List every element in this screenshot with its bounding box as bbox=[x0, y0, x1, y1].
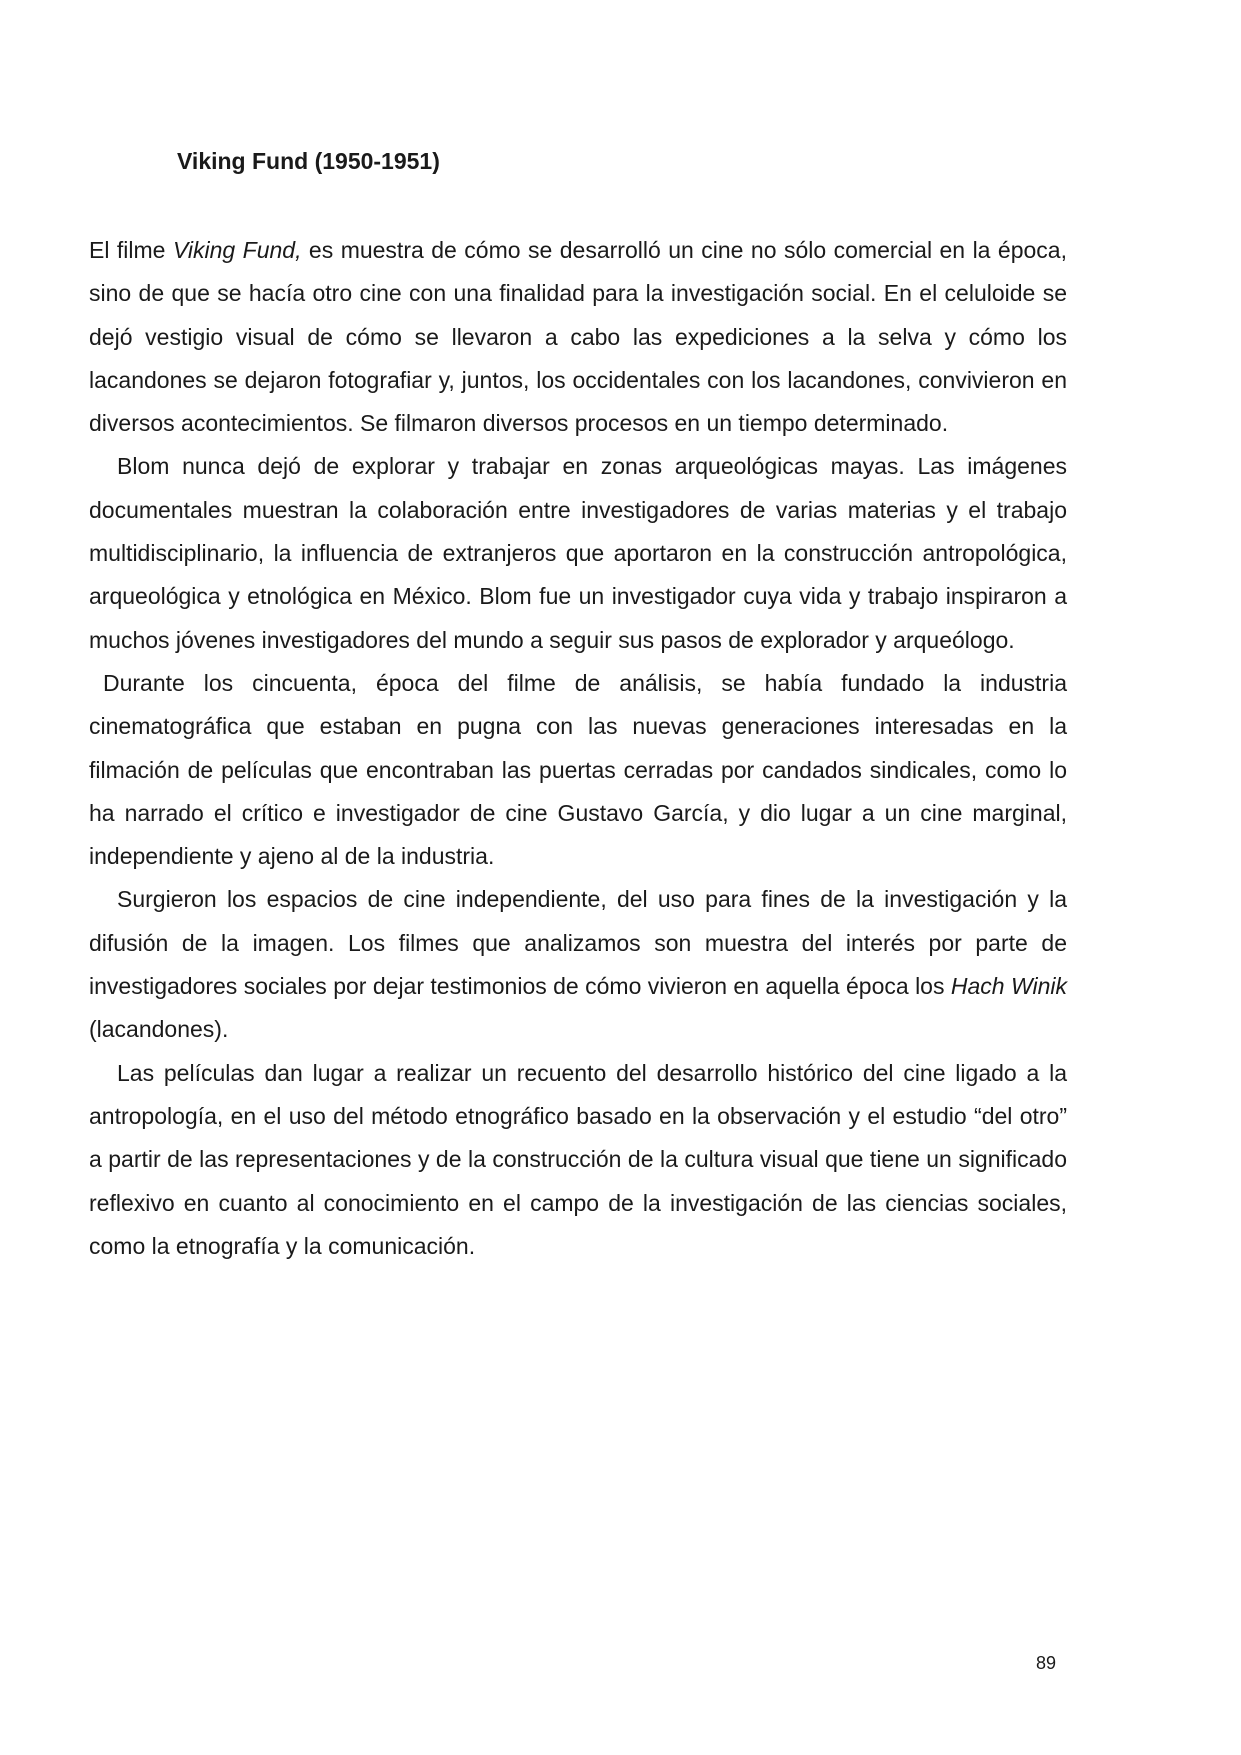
paragraph-1-text-b: es muestra de cómo se desarrolló un cine no sólo comercial en la época, sino de que se hacía otro cine con una finalidad para la investigación social. En el celuloide se dejó vestigio visual de cómo se llevaron a cabo las expediciones a la selva y cómo los lacandones se dejaron fotografiar y, juntos, los occidentales con los lacandones, convivieron en diversos acontecimientos. Se filmaron diversos procesos en un tiempo determinado. bbox=[89, 237, 1067, 437]
paragraph-4-text-a: Surgieron los espacios de cine independiente, del uso para fines de la investigación y la difusión de la imagen. Los filmes que analizamos son muestra del interés por parte de investigadores sociales por dejar testimonios de cómo vivieron en aquella época los bbox=[89, 886, 1067, 1000]
paragraph-1-text-a: El filme bbox=[89, 237, 173, 263]
body-text bbox=[89, 229, 1067, 1268]
page-number: 89 bbox=[1036, 1653, 1057, 1673]
paragraph-5: Las películas dan lugar a realizar un recuento del desarrollo histórico del cine ligado a la antropología, en el uso del método etnográfico basado en la observación y el estudio “del otro” a partir de las representaciones y de la construcción de la cultura visual que tiene un significado reflexivo en cuanto al conocimiento en el campo de la investigación de las ciencias sociales, como la etnografía y la comunicación. bbox=[89, 1059, 1067, 1259]
film-title-viking-fund: Viking Fund, bbox=[172, 237, 302, 263]
paragraph-4 bbox=[89, 878, 1067, 1051]
paragraph-1 bbox=[89, 229, 1067, 445]
term-hach-winik: Hach Winik bbox=[950, 973, 1068, 1000]
paragraph-2: Blom nunca dejó de explorar y trabajar en zonas arqueológicas mayas. Las imágenes documentales muestran la colaboración entre investigadores de varias materias y el trabajo multidisciplinario, la influencia de extranjeros que aportaron en la construcción antropológica, arqueológica y etnológica en México. Blom fue un investigador cuya vida y trabajo inspiraron a muchos jóvenes investigadores del mundo a seguir sus pasos de explorador y arqueólogo. bbox=[89, 453, 1067, 653]
section-heading: Viking Fund (1950-1951) bbox=[177, 148, 440, 174]
paragraph-4-text-b: (lacandones). bbox=[89, 1016, 229, 1043]
paragraph-3: Durante los cincuenta, época del filme de análisis, se había fundado la industria cinematográfica que estaban en pugna con las nuevas generaciones interesadas en la filmación de películas que encontraban las puertas cerradas por candados sindicales, como lo ha narrado el crítico e investigador de cine Gustavo García, y dio lugar a un cine marginal, independiente y ajeno al de la industria. bbox=[89, 669, 1067, 870]
